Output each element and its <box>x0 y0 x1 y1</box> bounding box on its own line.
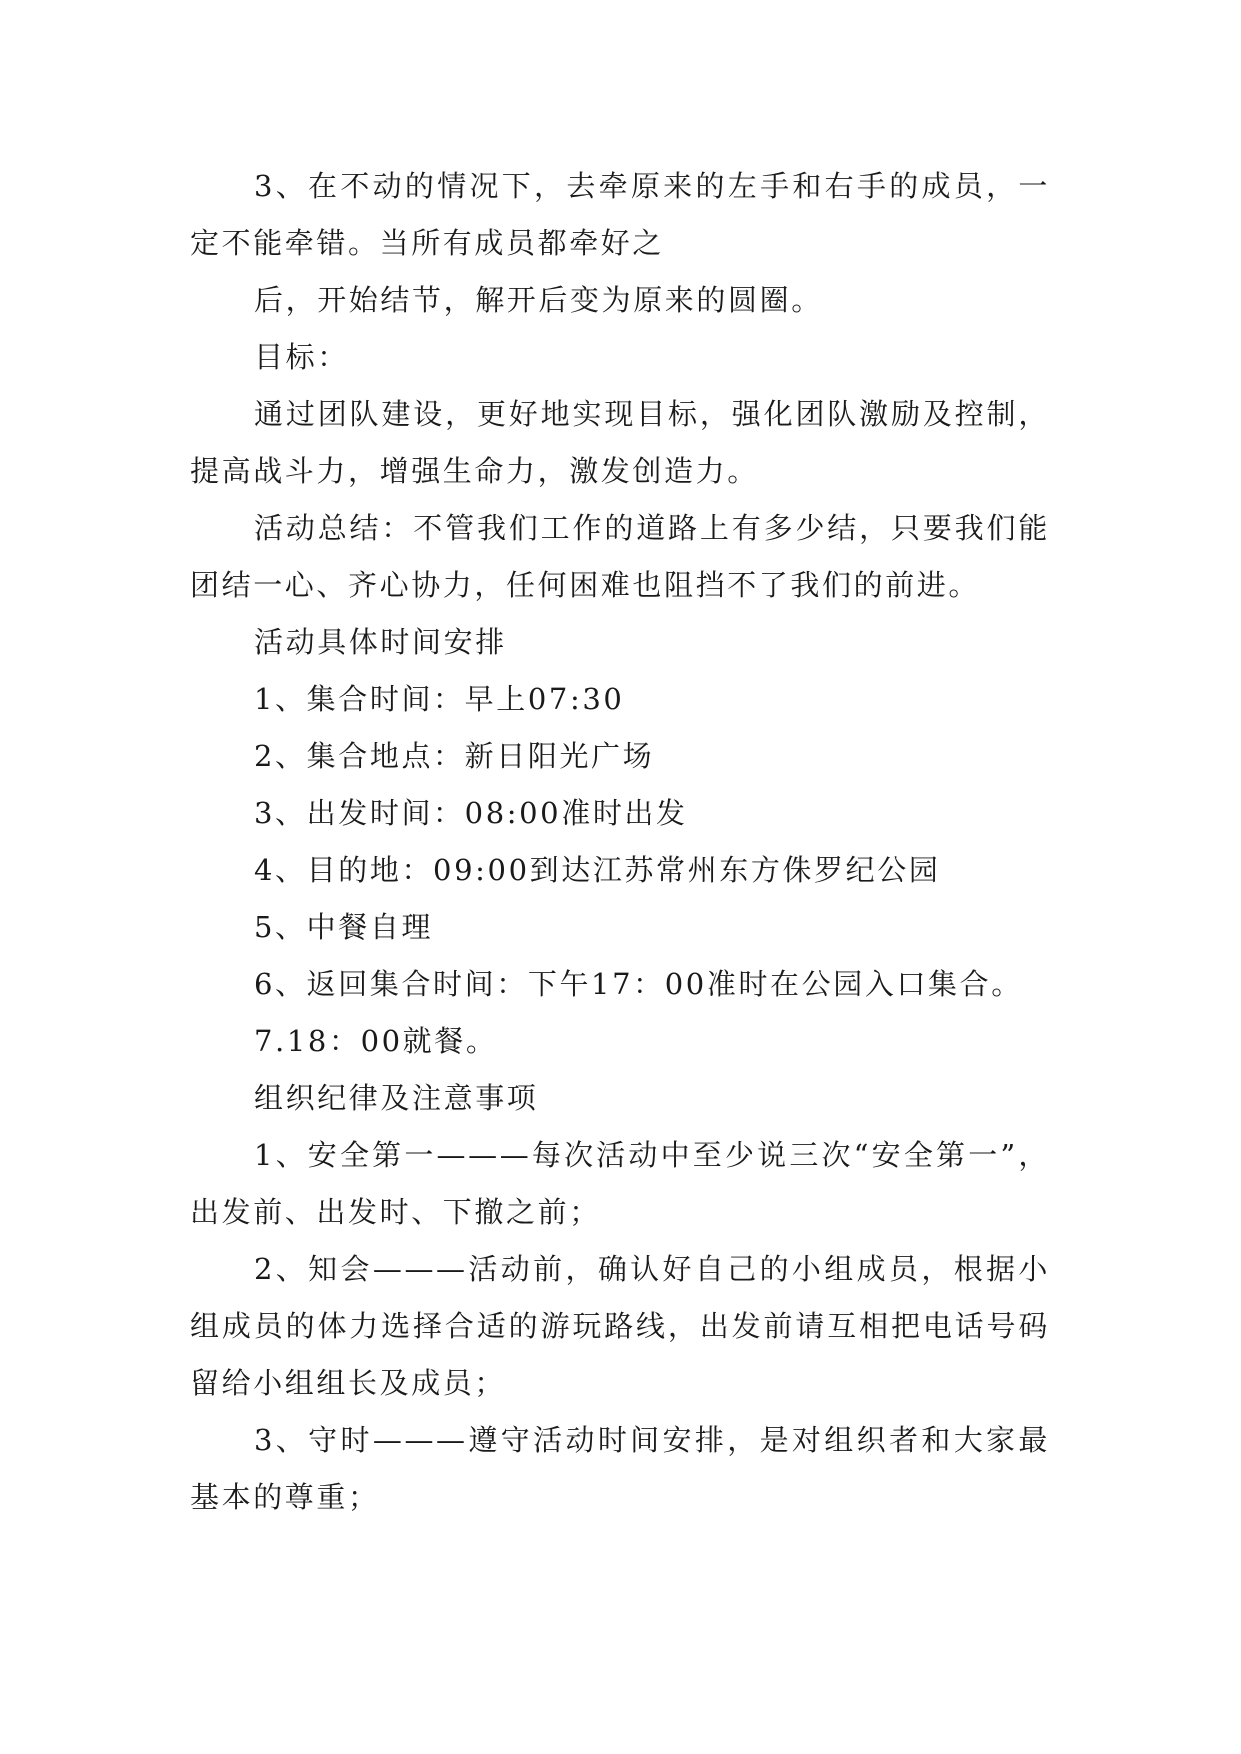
schedule-item: 1、集合时间：早上07:30 <box>254 682 625 716</box>
activity-summary: 活动总结：不管我们工作的道路上有多少结，只要我们能团结一心、齐心协力，任何困难也阻挡不了我们的前进。 <box>190 511 1050 602</box>
schedule-item: 7.18：00就餐。 <box>254 1024 498 1058</box>
rule-item: 3、守时———遵守活动时间安排，是对组织者和大家最基本的尊重； <box>190 1423 1050 1514</box>
rules-heading: 组织纪律及注意事项 <box>254 1081 539 1115</box>
schedule-item: 5、中餐自理 <box>254 910 434 944</box>
goal-heading: 目标： <box>254 340 349 374</box>
schedule-heading: 活动具体时间安排 <box>254 625 507 659</box>
schedule-item: 2、集合地点：新日阳光广场 <box>254 739 655 773</box>
rule-item: 2、知会———活动前，确认好自己的小组成员，根据小组成员的体力选择合适的游玩路线，出发前请互相把电话号码留给小组组长及成员； <box>190 1252 1050 1400</box>
schedule-item: 3、出发时间：08:00准时出发 <box>254 796 688 830</box>
schedule-item: 4、目的地：09:00到达江苏常州东方侏罗纪公园 <box>254 853 941 887</box>
paragraph-step-3-continued: 后，开始结节，解开后变为原来的圆圈。 <box>254 283 823 317</box>
goal-text: 通过团队建设，更好地实现目标，强化团队激励及控制，提高战斗力，增强生命力，激发创造力。 <box>190 397 1050 488</box>
document-body <box>190 158 1050 1526</box>
rule-item: 1、安全第一———每次活动中至少说三次“安全第一”，出发前、出发时、下撤之前； <box>190 1138 1050 1229</box>
paragraph-step-3: 3、在不动的情况下，去牵原来的左手和右手的成员，一定不能牵错。当所有成员都牵好之 <box>190 169 1050 260</box>
schedule-item: 6、返回集合时间：下午17：00准时在公园入口集合。 <box>254 967 1023 1001</box>
